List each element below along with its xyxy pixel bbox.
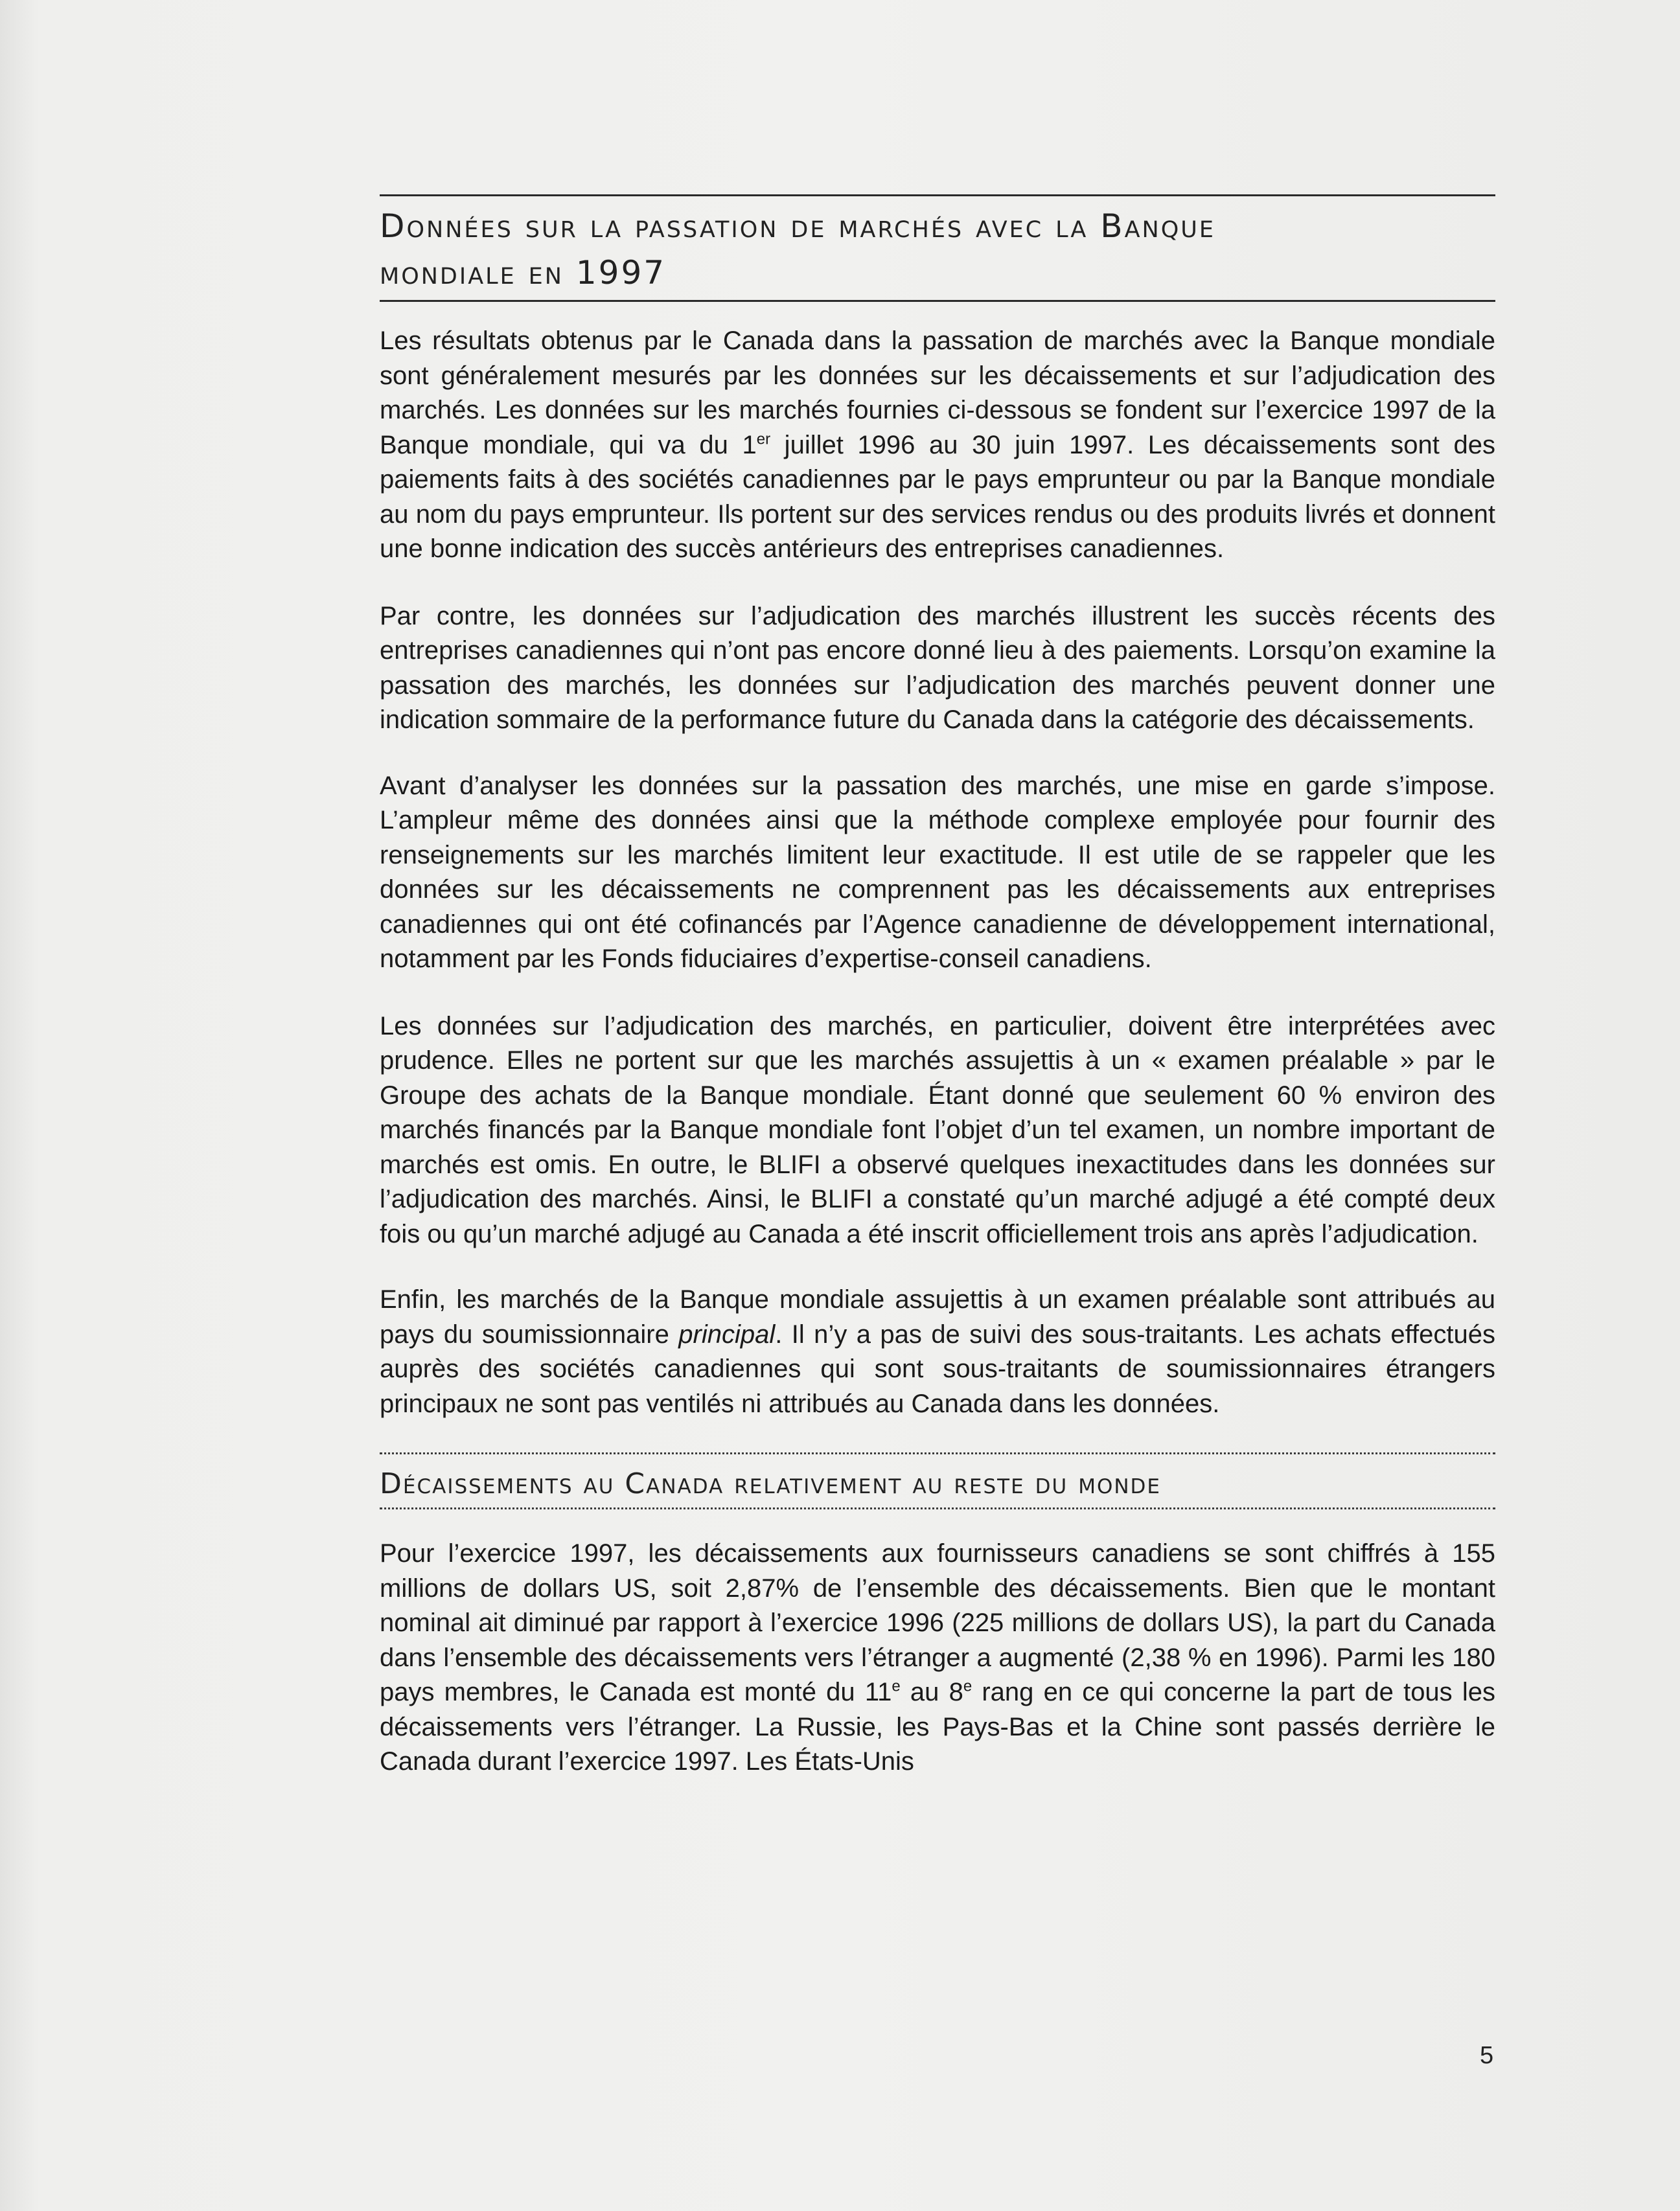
paragraph-2: Par contre, les données sur l’adjudication des marchés illustrent les succès récents des entreprises canadiennes qui n’ont pas encore donné lieu à des paiements. Lorsqu’on examine la passation des marchés, les données sur l’adjudication des marchés peuvent donner une indication sommaire de la performance future du Canada dans la catégorie des décaissements.	[380, 601, 1495, 734]
paragraph-5	[380, 1283, 1495, 1421]
section-heading-line2: mondiale en 1997	[380, 254, 667, 292]
paragraph-5-emphasis: principal	[678, 1320, 776, 1349]
section-heading	[380, 203, 1495, 296]
subheading-top-rule	[380, 1452, 1495, 1454]
paragraph-3: Avant d’analyser les données sur la passation des marchés, une mise en garde s’impose. L’ampleur même des données ainsi que la méthode complexe employée pour fournir des renseignements sur les marchés limitent leur exactitude. Il est utile de se rappeler que les données sur les décaissements ne comprennent pas les décaissements aux entreprises canadiennes qui ont été cofinancés par l’Agence canadienne de développement international, notamment par les Fonds fiduciaires d’expertise-conseil canadiens.	[380, 771, 1495, 973]
paragraph-1-superscript: er	[756, 430, 771, 448]
heading-top-rule	[380, 194, 1495, 196]
paragraph-6-superscript-2: e	[963, 1677, 972, 1695]
paragraph-5-text-b: . Il n’y a pas de suivi des sous-traitants. Les achats effectués auprès des sociétés canadiennes qui sont sous-traitants de soumissionnaires étrangers principaux ne sont pas ventilés ni attribués au Canada dans les données.	[380, 1320, 1495, 1418]
subsection-heading: Décaissements au Canada relativement au reste du monde	[380, 1467, 1162, 1500]
main-content	[380, 194, 1495, 1780]
subheading-bottom-rule	[380, 1507, 1495, 1509]
heading-bottom-rule	[380, 300, 1495, 302]
paragraph-1-text-a: Les résultats obtenus par le Canada dans la passation de marchés avec la Banque mondiale sont généralement mesurés par les données sur les décaissements et sur l’adjudication des marchés. Les données sur les marchés fournies ci-dessous se fondent sur l’exercice 1997 de la Banque mondiale, qui va du 1	[380, 326, 1495, 459]
paragraph-6-superscript-1: e	[892, 1677, 901, 1695]
paragraph-4: Les données sur l’adjudication des marchés, en particulier, doivent être interprétées avec prudence. Elles ne portent sur que les marchés assujettis à un « examen préalable » par le Groupe des achats de la Banque mondiale. Étant donné que seulement 60 % environ des marchés financés par la Banque mondiale font l’objet d’un tel examen, un nombre important de marchés est omis. En outre, le BLIFI a observé quelques inexactitudes dans les données sur l’adjudication des marchés. Ainsi, le BLIFI a constaté qu’un marché adjugé a été compté deux fois ou qu’un marché adjugé au Canada a été inscrit officiellement trois ans après l’adjudication.	[380, 1011, 1495, 1248]
page-number: 5	[1480, 2042, 1494, 2069]
paragraph-5-text-a: Enfin, les marchés de la Banque mondiale assujettis à un examen préalable sont attribués au pays du soumissionnaire	[380, 1285, 1495, 1349]
paragraph-1-text-b: juillet 1996 au 30 juin 1997. Les décaissements sont des paiements faits à des sociétés canadiennes par le pays emprunteur ou par la Banque mondiale au nom du pays emprunteur. Ils portent sur des services rendus ou des produits livrés et donnent une bonne indication des succès antérieurs des entreprises canadiennes.	[380, 430, 1495, 563]
paragraph-6-text-c: rang en ce qui concerne la part de tous les décaissements vers l’étranger. La Russie, les Pays-Bas et la Chine sont passés derrière le Canada durant l’exercice 1997. Les États-Unis	[380, 1678, 1495, 1776]
paragraph-6-text-b: au 8	[900, 1678, 963, 1706]
paragraph-6-text-a: Pour l’exercice 1997, les décaissements aux fournisseurs canadiens se sont chiffrés à 155 millions de dollars US, soit 2,87% de l’ensemble des décaissements. Bien que le montant nominal ait diminué par rapport à l’exercice 1996 (225 millions de dollars US), la part du Canada dans l’ensemble des décaissements vers l’étranger a augmenté (2,38 % en 1996). Parmi les 180 pays membres, le Canada est monté du 11	[380, 1539, 1495, 1706]
paragraph-6	[380, 1537, 1495, 1780]
paragraph-1	[380, 324, 1495, 567]
section-heading-line1: Données sur la passation de marchés avec la Banque	[380, 207, 1215, 245]
